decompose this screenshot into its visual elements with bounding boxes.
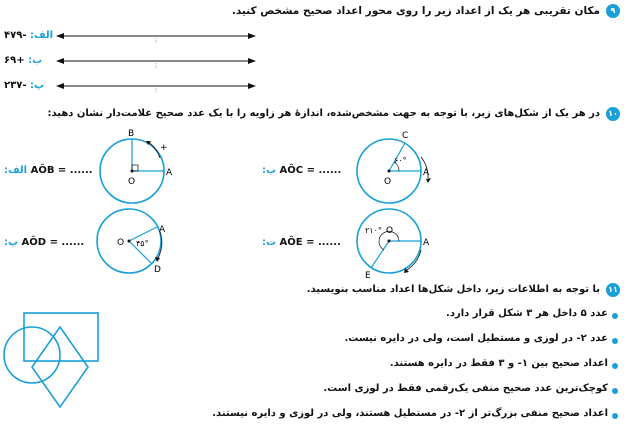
number-line-1-letter: الف:: [29, 30, 54, 41]
answer-alef-letter: الف:: [4, 165, 28, 176]
number-line-2: [56, 58, 256, 69]
answer-pe-letter: پ:: [4, 237, 19, 248]
diagram-be-point-c: C: [402, 131, 409, 141]
angle-diagrams: [0, 120, 624, 300]
diagram-pe-point-a: A: [159, 225, 166, 235]
question-9-number: ۹: [606, 4, 620, 18]
diagram-te: [357, 209, 430, 281]
number-line-2-value: +۶۹: [4, 55, 25, 66]
bullet-5-dot: [612, 413, 618, 419]
diagram-te-point-a: A: [423, 238, 430, 248]
question-11-title: با توجه به اطلاعات زیر، داخل شکل‌ها اعداد مناسب بنویسید.: [306, 284, 600, 295]
number-line-3: [56, 83, 256, 94]
answer-te: [262, 237, 341, 248]
answer-pe-expr: AÔD = ......: [21, 237, 85, 248]
diagram-pe: [97, 209, 166, 275]
diagram-alef-point-b: B: [128, 129, 135, 139]
answer-pe: [4, 237, 84, 248]
diagram-be-angle: ۶۰°: [394, 156, 407, 165]
answer-alef: [4, 165, 93, 176]
question-11-number: ۱۱: [606, 283, 620, 297]
number-line-3-value: -۲۳۷: [4, 80, 27, 91]
answer-te-expr: AÔE = ......: [279, 237, 341, 248]
answer-be-expr: AÔC = ......: [279, 165, 342, 176]
number-line-1: [56, 33, 256, 44]
diagram-te-point-e: E: [365, 271, 371, 281]
answer-be: [262, 165, 341, 176]
diagram-te-point-o: O: [386, 226, 394, 236]
diagram-be-point-a: A: [423, 168, 430, 178]
bullet-3-text: اعداد صحیح بین ۱- و ۳ فقط در دایره هستند.: [389, 358, 608, 369]
diagram-pe-angle: ۴۵°: [136, 239, 149, 248]
answer-be-letter: ب:: [262, 165, 277, 176]
number-line-2-label: [4, 55, 42, 66]
diagram-alef-point-o: O: [128, 177, 136, 187]
diagram-alef: [100, 129, 173, 203]
number-line-1-label: [4, 30, 53, 41]
rhombus-shape: [32, 327, 88, 407]
diagram-be: [357, 131, 431, 203]
diagram-be-point-o: O: [384, 177, 392, 187]
diagram-alef-sign: +: [160, 143, 168, 153]
answer-alef-expr: AÔB = ......: [30, 165, 93, 176]
rectangle-shape: [24, 313, 98, 361]
question-10-title: در هر یک از شکل‌های زیر، با توجه به جهت مشخص‌شده، اندازهٔ هر زاویه را با یک عدد صحیح علامت‌دار نشان دهید:: [47, 108, 600, 119]
number-line-3-letter: پ:: [29, 80, 45, 91]
bullet-5-text: اعداد صحیح منفی بزرگ‌تر از ۲- در مستطیل هستند، ولی در لوزی و دایره نیستند.: [212, 408, 608, 419]
answer-te-letter: ت:: [262, 237, 277, 248]
bullet-1-dot: [612, 313, 618, 319]
number-line-3-label: [4, 80, 44, 91]
bullet-1-text: عدد ۵ داخل هر ۳ شکل قرار دارد.: [446, 308, 608, 319]
circle-shape: [4, 327, 60, 383]
number-line-1-value: -۴۷۹: [4, 30, 27, 41]
diagram-te-angle: ۲۱۰°: [365, 226, 382, 235]
bullet-2-text: عدد ۲- در لوزی و مستطیل است، ولی در دایره نیست.: [344, 333, 608, 344]
bullet-4-text: کوچک‌ترین عدد صحیح منفی یک‌رقمی فقط در لوزی است.: [323, 383, 608, 394]
diagram-pe-point-o: O: [117, 238, 125, 248]
bullet-2-dot: [612, 338, 618, 344]
question-10-number: ۱۰: [606, 107, 620, 121]
question-9-title: مکان تقریبی هر یک از اعداد زیر را روی محور اعداد صحیح مشخص کنید.: [231, 5, 600, 17]
number-lines: [0, 0, 624, 110]
bullet-4-dot: [612, 388, 618, 394]
venn-shapes: [0, 305, 140, 425]
diagram-alef-point-a: A: [166, 168, 173, 178]
diagram-pe-point-d: D: [154, 265, 161, 275]
bullet-3-dot: [612, 363, 618, 369]
number-line-2-letter: ب:: [28, 55, 43, 66]
